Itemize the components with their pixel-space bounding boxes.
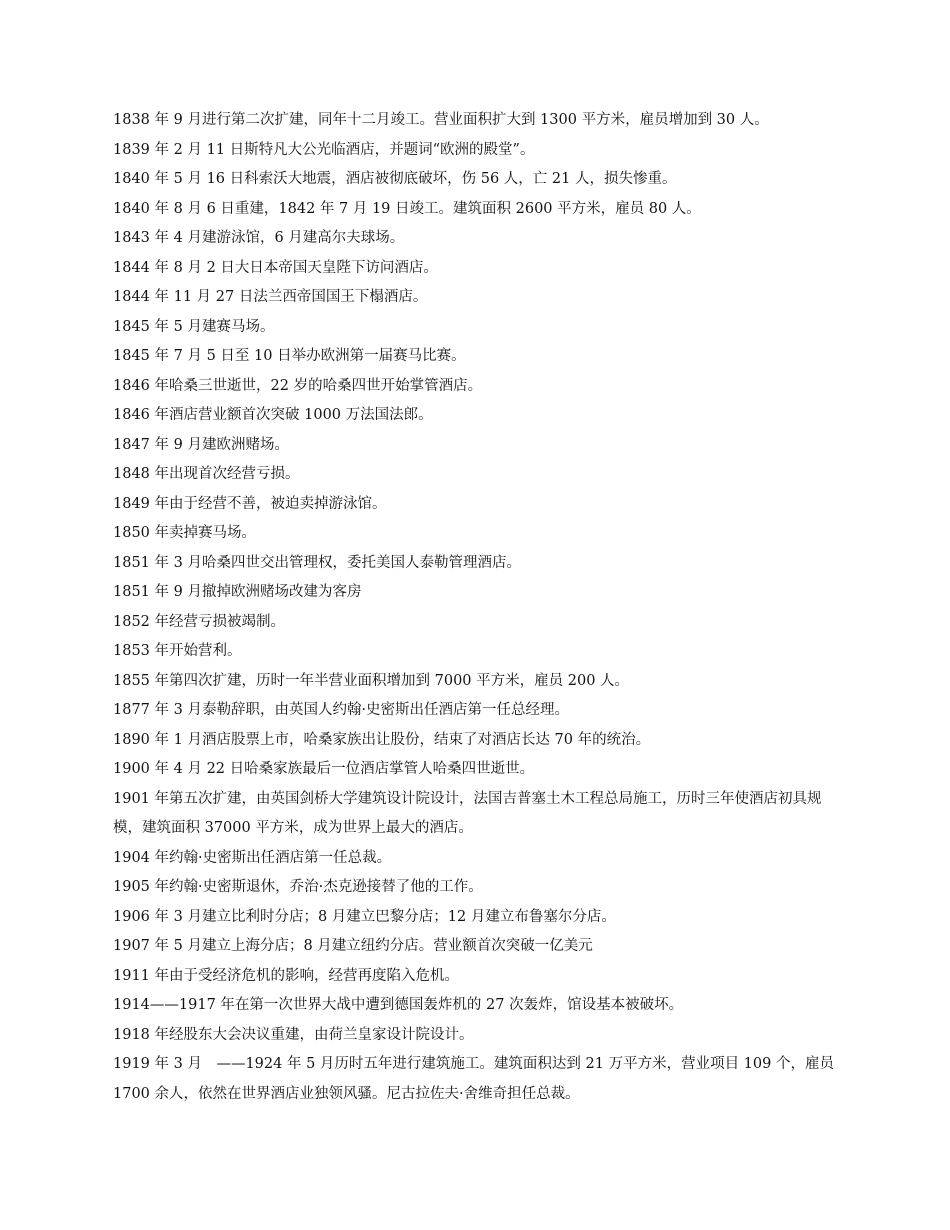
timeline-entry: 1890 年 1 月酒店股票上市，哈桑家族出让股份，结束了对酒店长达 70 年的统治。 xyxy=(113,731,651,748)
timeline-entry: 1848 年出现首次经营亏损。 xyxy=(113,466,300,482)
timeline-entry: 1906 年 3 月建立比利时分店；8 月建立巴黎分店；12 月建立布鲁塞尔分店。 xyxy=(113,908,616,925)
timeline-entry: 1904 年约翰·史密斯出任酒店第一任总裁。 xyxy=(113,849,392,866)
timeline-entry: 1845 年 7 月 5 日至 10 日举办欧洲第一届赛马比赛。 xyxy=(113,348,466,364)
timeline-entry: 1850 年卖掉赛马场。 xyxy=(113,525,257,541)
timeline-entry: 1840 年 5 月 16 日科索沃大地震，酒店被彻底破坏，伤 56 人，亡 21 人，损失惨重。 xyxy=(113,171,677,187)
timeline-entry: 1905 年约翰·史密斯退休，乔治·杰克逊接替了他的工作。 xyxy=(113,879,483,895)
timeline-entry: 1855 年第四次扩建，历时一年半营业面积增加到 7000 平方米，雇员 200 人。 xyxy=(113,672,630,689)
timeline-entry: 1839 年 2 月 11 日斯特凡大公光临酒店，并题词“欧洲的殿堂”。 xyxy=(113,141,535,158)
timeline-entry: 1843 年 4 月建游泳馆，6 月建高尔夫球场。 xyxy=(113,230,405,246)
timeline-entry: 1914——1917 年在第一次世界大战中遭到德国轰炸机的 27 次轰炸，馆设基本被破坏。 xyxy=(113,997,684,1013)
timeline-entry: 1911 年由于受经济危机的影响，经营再度陷入危机。 xyxy=(113,967,460,984)
timeline-entry: 1907 年 5 月建立上海分店；8 月建立纽约分店。营业额首次突破一亿美元 xyxy=(113,938,593,954)
timeline-entry: 1847 年 9 月建欧洲赌场。 xyxy=(113,436,289,453)
timeline-entry: 1846 年酒店营业额首次突破 1000 万法国法郎。 xyxy=(113,407,433,423)
timeline-entry: 1901 年第五次扩建，由英国剑桥大学建筑设计院设计，法国吉普塞土木工程总局施工，历时三年使酒店初具规模，建筑面积 37000 平方米，成为世界上最大的酒店。 xyxy=(113,790,822,836)
timeline-entry: 1845 年 5 月建赛马场。 xyxy=(113,318,275,335)
timeline-entry: 1877 年 3 月泰勒辞职，由英国人约翰·史密斯出任酒店第一任总经理。 xyxy=(113,702,570,718)
timeline-entry: 1900 年 4 月 22 日哈桑家族最后一位酒店掌管人哈桑四世逝世。 xyxy=(113,761,535,777)
timeline-entry: 1852 年经营亏损被竭制。 xyxy=(113,613,286,630)
timeline-entry: 1918 年经股东大会决议重建，由荷兰皇家设计院设计。 xyxy=(113,1026,474,1043)
timeline-entry: 1844 年 8 月 2 日大日本帝国天皇陛下访问酒店。 xyxy=(113,259,438,276)
timeline-entry: 1840 年 8 月 6 日重建，1842 年 7 月 19 日竣工。建筑面积 2600 平方米，雇员 80 人。 xyxy=(113,200,701,217)
document-body xyxy=(113,106,838,1109)
timeline-entry: 1919 年 3 月 ——1924 年 5 月历时五年进行建筑施工。建筑面积达到 21 万平方米，营业项目 109 个，雇员 1700 余人，依然在世界酒店业独领风骚。尼古拉佐夫·舍维奇担任总裁。 xyxy=(113,1056,834,1102)
timeline-entry: 1846 年哈桑三世逝世，22 岁的哈桑四世开始掌管酒店。 xyxy=(113,377,483,394)
timeline-entry: 1851 年 9 月撤掉欧洲赌场改建为客房 xyxy=(113,584,362,600)
timeline-entry: 1844 年 11 月 27 日法兰西帝国国王下榻酒店。 xyxy=(113,289,428,305)
timeline-entry: 1853 年开始营利。 xyxy=(113,643,242,659)
timeline-entry: 1849 年由于经营不善，被迫卖掉游泳馆。 xyxy=(113,495,387,512)
timeline-entry: 1851 年 3 月哈桑四世交出管理权，委托美国人泰勒管理酒店。 xyxy=(113,554,521,571)
timeline-entry: 1838 年 9 月进行第二次扩建，同年十二月竣工。营业面积扩大到 1300 平方米，雇员增加到 30 人。 xyxy=(113,112,769,128)
